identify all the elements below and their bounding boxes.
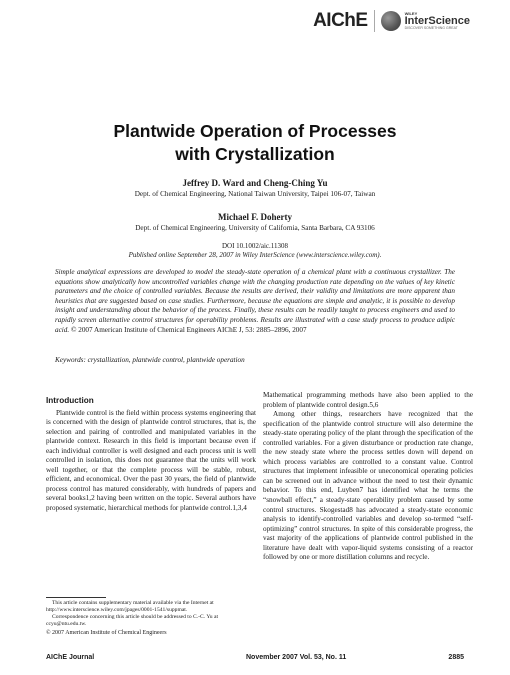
footer-issue: November 2007 Vol. 53, No. 11 [246,654,347,661]
doi: DOI 10.1002/aic.11308 [221,242,289,250]
doi-block [0,242,510,260]
footnote-correspondence: Correspondence concerning this article should be addressed to C.-C. Yu at ccyu@ntu.edu.tw. [46,614,219,627]
aiche-logo: AIChE [313,10,375,32]
header-logos [313,10,470,32]
abstract [55,268,455,335]
globe-icon [381,11,401,31]
abstract-copyright: © 2007 American Institute of Chemical Engineers AIChE J, 53: 2885–2896, 2007 [70,325,307,334]
title-line-1: Plantwide Operation of Processes [113,121,397,141]
footer-journal: AIChE Journal [46,654,95,661]
author-names: Michael F. Doherty [218,212,292,222]
copyright-notice: © 2007 American Institute of Chemical Engineers [46,630,167,636]
author-affiliation: Dept. of Chemical Engineering, University of California, Santa Barbara, CA 93106 [135,224,375,232]
right-column [263,391,473,563]
section-heading-introduction: Introduction [46,396,94,405]
footnotes [46,600,256,628]
body-paragraph: Among other things, researchers have recognized that the specification of the plantwide control structure will also determine the steady-state operating policy of the plant through the specification of the controlled variables. For a given disturbance or production rate change, the new steady state where the process settles down will depend on which process variables are controlled to a constant value. Control structures that implement infeasible or uneconomical operating policies can be screened out in advance without the need to test their dynamic behavior. To this end, Luyben7 has identified what he terms the “snowball effect,” a steady-state operability problem caused by some control structures. Skogestad8 has advocated a steady-state economic analysis to identify-controlled variables and develop so-termed “self-optimizing” control structures. In spite of this considerable progress, the vast majority of the applications of plantwide control published in the literature have dealt with vapor-liquid systems consisting of a reactor followed by one or more distillation columns and recycle. [263,410,473,562]
body-paragraph: Mathematical programming methods have also been applied to the problem of plantwide control design.5,6 [263,391,473,409]
paper-title [0,120,510,166]
left-column [46,396,256,514]
keywords: Keywords: crystallization, plantwide control, plantwide operation [55,356,245,364]
footnote-supplementary: This article contains supplementary material available via the Internet at http://www.interscience.wiley.com/jpages/0001-1541/suppmat. [46,600,214,613]
footer-page-number: 2885 [448,654,464,661]
wiley-interscience-logo [381,11,470,31]
body-paragraph: Plantwide control is the field within process systems engineering that is concerned with the design of plantwide control structures, that is, the selection and pairing of controlled and manipulated variables in the plantwide context. Research in this field is important because even if each individual controller is well designed and each process unit is well controlled in isolation, this does not guarantee that the units will work well together, or that the complete process will be stable, robust, efficient, and economical. Over the past 30 years, the field of plantwide process control has matured considerably, with hundreds of papers and several books1,2 having been written on the topic. Several authors have proposed systematic, hierarchical methods for plantwide control.1,3,4 [46,408,256,513]
wiley-tagline: DISCOVER SOMETHING GREAT [404,25,458,30]
interscience-label: InterScience [404,14,470,27]
footnote-divider [46,597,106,598]
author-affiliation: Dept. of Chemical Engineering, National Taiwan University, Taipei 106-07, Taiwan [134,190,376,198]
author-block-2 [0,211,510,233]
publication-info: Published online September 28, 2007 in Wiley InterScience (www.interscience.wiley.com). [128,251,382,259]
author-names: Jeffrey D. Ward and Cheng-Ching Yu [182,178,328,188]
wiley-label: WILEY [404,10,418,16]
author-block-1 [0,177,510,199]
abstract-text: Simple analytical expressions are developed to model the steady-state operation of a chemical plant with a continuous crystallizer. The equations show analytically how uncontrolled variables change with the changing production rate depending on the values of key kinetic parameters and the choice of controlled variables. Because the results are derived, their validity and limitations are more apparent than heuristics that are suggested based on case studies. Furthermore, because the equations are simple and analytic, it is possible to develop insight and understanding about the behavior of the process. Finally, these results can be readily taught to process engineers and used to rapidly screen alternative control structures for operability problems. Results are illustrated with a case study process to produce adipic acid. [55,268,455,334]
title-line-2: with Crystallization [175,144,335,164]
